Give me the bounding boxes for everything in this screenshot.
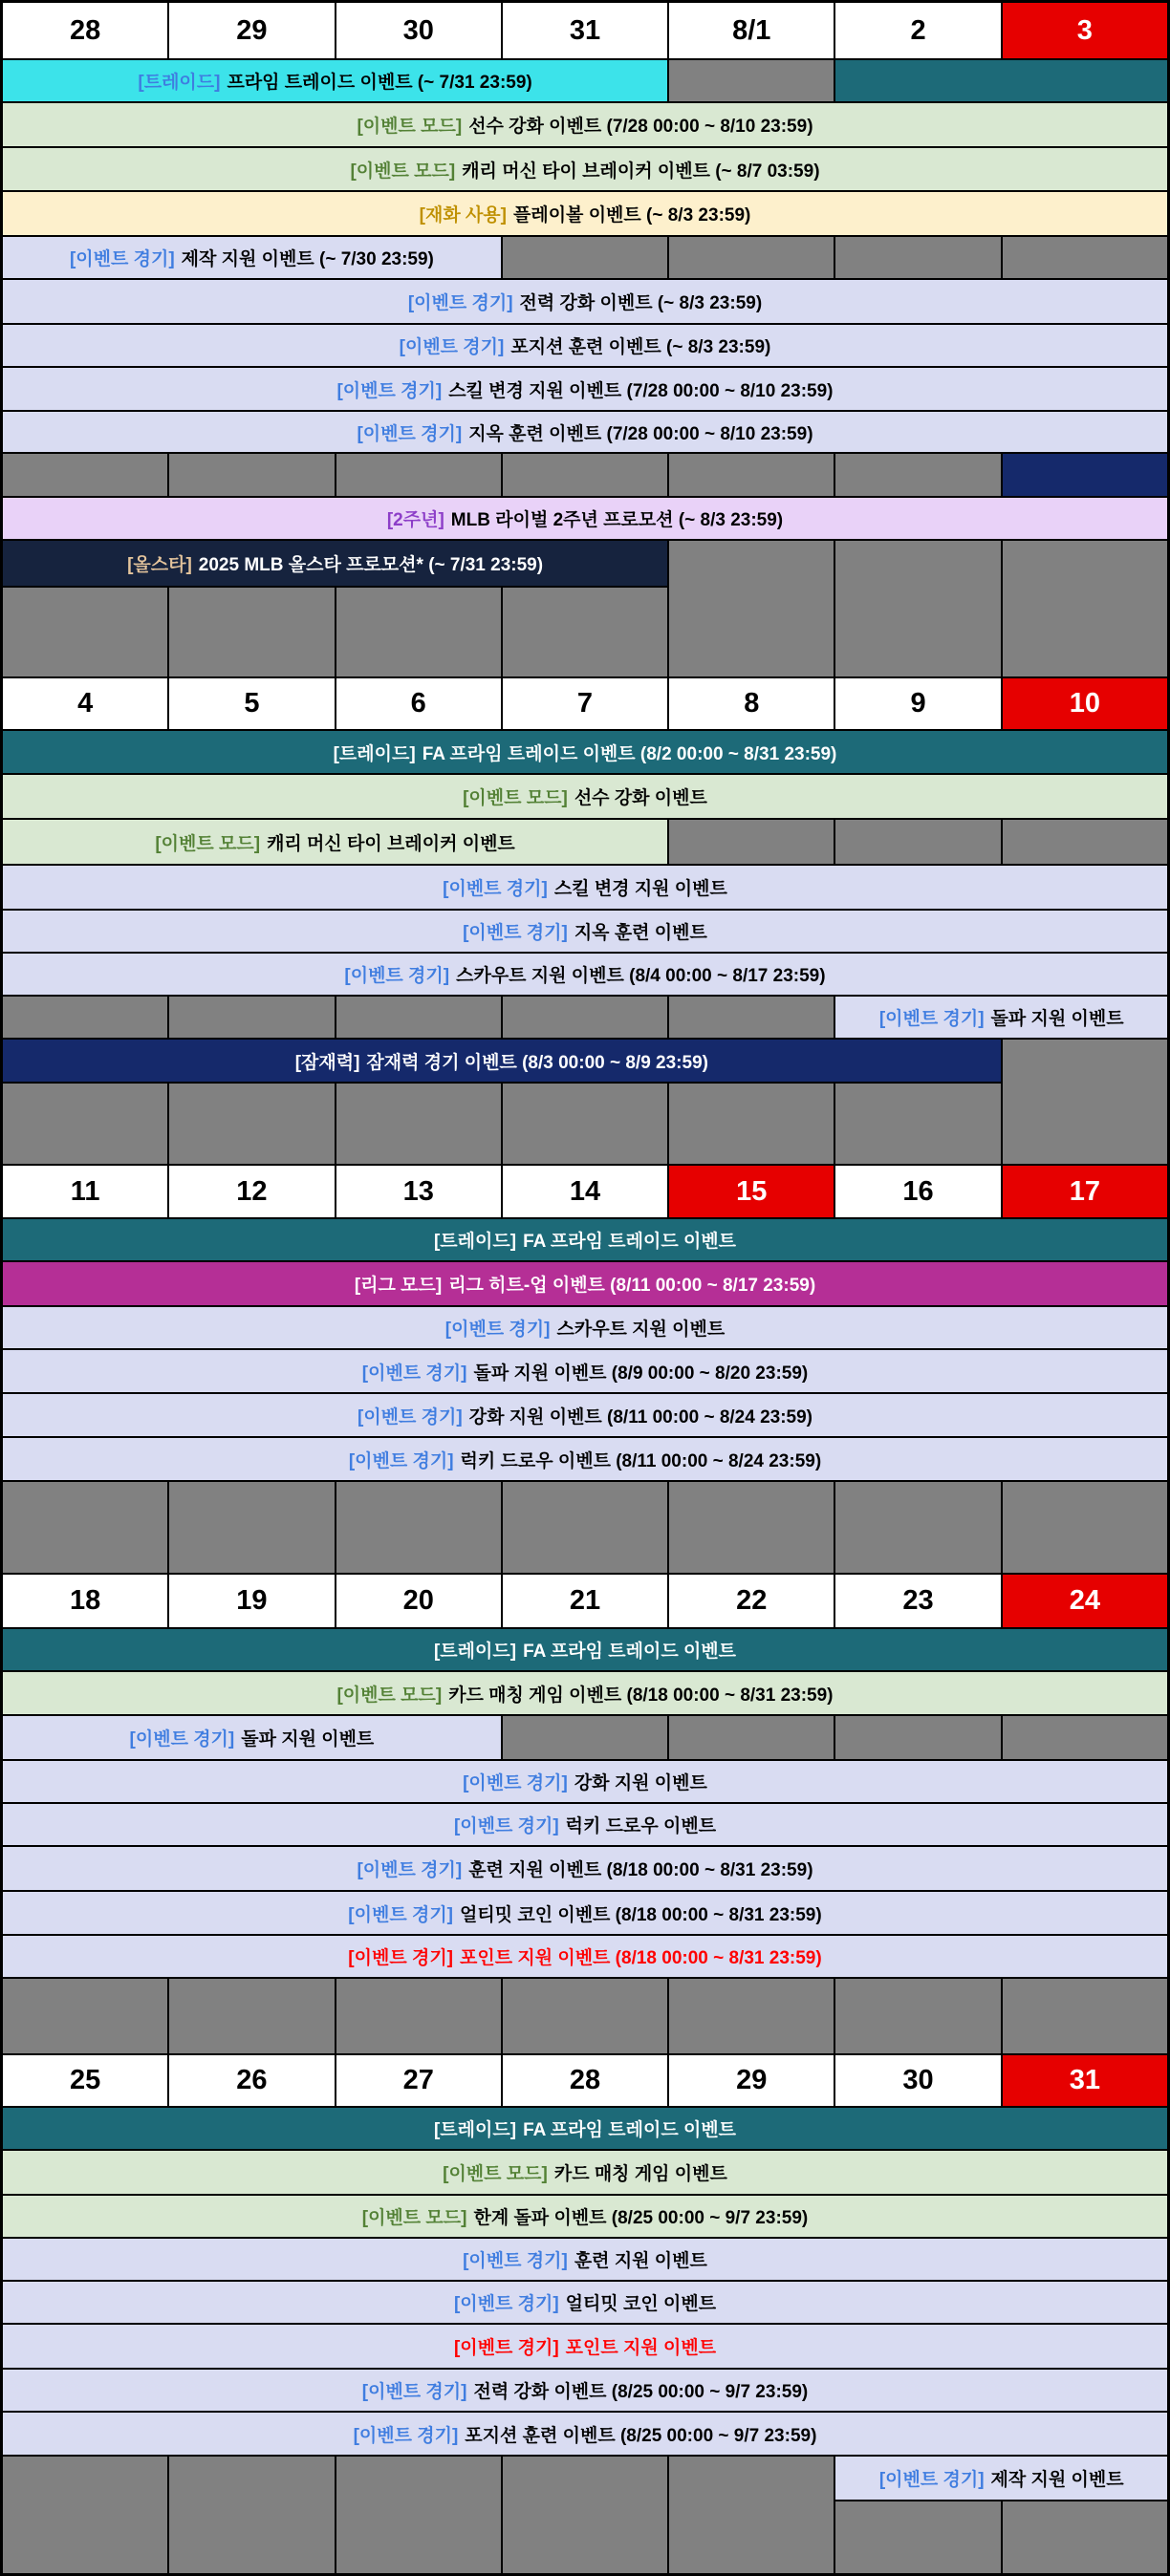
date-cell: [669, 1575, 834, 1627]
filler-cell: [835, 541, 1000, 676]
filler-cell: [669, 541, 834, 676]
filler-cell: [169, 454, 334, 496]
date-label: 25: [70, 2065, 101, 2095]
event-bar: [3, 237, 501, 278]
date-label: 13: [402, 1175, 434, 1207]
event-category-tag: [올스타]: [127, 555, 192, 575]
date-label: 14: [569, 1175, 601, 1207]
date-cell: [503, 3, 667, 58]
filler-cell: [336, 1084, 501, 1164]
filler-cell: [669, 237, 834, 278]
date-label: 8: [744, 688, 760, 719]
date-cell: [669, 3, 834, 58]
event-label: 포인트 지원 이벤트: [565, 2338, 717, 2358]
event-bar: [3, 866, 1167, 909]
event-label: 돌파 지원 이벤트: [990, 1009, 1124, 1029]
event-bar: [3, 325, 1167, 366]
event-category-tag: [이벤트 경기]: [443, 879, 548, 899]
event-category-tag: [이벤트 모드]: [361, 2208, 467, 2228]
filler-cell: [1003, 454, 1167, 496]
filler-cell: [336, 454, 501, 496]
event-category-tag: [이벤트 경기]: [453, 2294, 559, 2314]
event-category-tag: [리그 모드]: [354, 1276, 443, 1296]
date-cell: [503, 1166, 667, 1217]
date-cell: [503, 678, 667, 729]
event-label: 훈련 지원 이벤트 (8/18 00:00 ~ 8/31 23:59): [468, 1860, 813, 1880]
event-bar: [3, 2370, 1167, 2411]
filler-cell: [169, 1482, 334, 1573]
filler-cell: [669, 1482, 834, 1573]
filler-cell: [3, 2457, 167, 2573]
date-label: 5: [244, 688, 260, 719]
filler-cell: [169, 2457, 334, 2573]
filler-cell: [669, 2457, 834, 2573]
event-bar: [3, 368, 1167, 410]
date-label: 29: [236, 14, 268, 46]
date-label: 18: [70, 1585, 101, 1616]
filler-cell: [3, 1084, 167, 1164]
event-bar: [3, 1892, 1167, 1934]
filler-cell: [503, 2457, 667, 2573]
event-label: 카드 매칭 게임 이벤트 (8/18 00:00 ~ 8/31 23:59): [448, 1685, 834, 1706]
event-category-tag: [이벤트 경기]: [878, 1009, 985, 1029]
event-category-tag: [이벤트 경기]: [357, 423, 463, 444]
event-label: 전력 강화 이벤트 (8/25 00:00 ~ 9/7 23:59): [473, 2382, 809, 2402]
filler-cell: [503, 1716, 667, 1759]
event-bar: [3, 2413, 1167, 2455]
date-label: 31: [1069, 2065, 1100, 2095]
event-label: 한계 돌파 이벤트 (8/25 00:00 ~ 9/7 23:59): [473, 2208, 809, 2228]
event-label: 강화 지원 이벤트 (8/11 00:00 ~ 8/24 23:59): [468, 1406, 812, 1428]
event-category-tag: [이벤트 모드]: [350, 161, 456, 182]
filler-cell: [503, 1084, 667, 1164]
event-bar: [3, 775, 1167, 818]
filler-cell: [503, 1482, 667, 1573]
event-bar: [3, 731, 1167, 773]
event-bar: [3, 1804, 1167, 1845]
event-category-tag: [이벤트 경기]: [444, 1320, 551, 1340]
filler-cell: [669, 1084, 834, 1164]
event-category-tag: [이벤트 경기]: [361, 2382, 467, 2402]
event-label: FA 프라임 트레이드 이벤트 (8/2 00:00 ~ 8/31 23:59): [422, 743, 837, 764]
event-bar: [3, 541, 667, 586]
filler-cell: [169, 1084, 334, 1164]
date-cell: [169, 2055, 334, 2106]
event-label: 럭키 드로우 이벤트: [565, 1816, 717, 1836]
filler-cell: [1003, 1482, 1167, 1573]
event-bar: [3, 2282, 1167, 2323]
event-label: MLB 라이벌 2주년 프로모션 (~ 8/3 23:59): [450, 510, 784, 530]
filler-cell: [169, 997, 334, 1038]
filler-cell: [169, 1979, 334, 2053]
filler-cell: [835, 820, 1000, 864]
event-category-tag: [이벤트 경기]: [358, 1406, 463, 1428]
date-cell: [336, 1575, 501, 1627]
event-category-tag: [이벤트 경기]: [878, 2470, 985, 2490]
event-category-tag: [트레이드]: [138, 73, 221, 93]
filler-cell: [503, 588, 667, 676]
event-label: 스카우트 지원 이벤트: [556, 1320, 726, 1340]
date-cell: [669, 2055, 834, 2106]
event-category-tag: [이벤트 경기]: [453, 2338, 559, 2358]
event-category-tag: [이벤트 모드]: [155, 833, 261, 854]
event-bar: [3, 1262, 1167, 1305]
event-category-tag: [이벤트 경기]: [348, 1450, 454, 1471]
filler-cell: [336, 1979, 501, 2053]
date-cell: [3, 1166, 167, 1217]
event-category-tag: [이벤트 경기]: [348, 1948, 454, 1968]
filler-cell: [669, 454, 834, 496]
event-label: 얼티밋 코인 이벤트: [565, 2294, 717, 2314]
filler-cell: [835, 454, 1000, 496]
date-label: 20: [402, 1585, 434, 1616]
date-cell: [669, 678, 834, 729]
date-cell: [503, 1575, 667, 1627]
event-label: 훈련 지원 이벤트: [574, 2251, 707, 2271]
event-label: 잠재력 경기 이벤트 (8/3 00:00 ~ 8/9 23:59): [366, 1052, 708, 1073]
date-cell: [169, 1575, 334, 1627]
event-label: 제작 지원 이벤트 (~ 7/30 23:59): [181, 249, 434, 269]
event-bar: [3, 1672, 1167, 1714]
event-bar: [3, 1219, 1167, 1260]
date-label: 16: [902, 1175, 934, 1207]
event-category-tag: [잠재력]: [294, 1052, 360, 1073]
event-category-tag: [이벤트 경기]: [453, 1816, 559, 1836]
event-category-tag: [재화 사용]: [419, 205, 507, 225]
filler-cell: [1003, 237, 1167, 278]
event-label: FA 프라임 트레이드 이벤트: [523, 1232, 737, 1252]
event-label: 카드 매칭 게임 이벤트: [553, 2164, 727, 2184]
event-category-tag: [이벤트 모드]: [357, 117, 463, 137]
date-cell-holiday: [1003, 1166, 1167, 1217]
date-label: 22: [736, 1585, 768, 1616]
event-bar: [3, 60, 667, 101]
filler-cell: [503, 1979, 667, 2053]
filler-cell: [503, 237, 667, 278]
filler-cell: [336, 2457, 501, 2573]
date-label: 19: [236, 1585, 268, 1616]
event-label: FA 프라임 트레이드 이벤트: [523, 1642, 737, 1662]
event-bar: [3, 103, 1167, 146]
event-label: 포지션 훈련 이벤트 (~ 8/3 23:59): [510, 337, 771, 357]
filler-cell: [835, 1482, 1000, 1573]
event-bar: [3, 498, 1167, 539]
event-bar: [3, 1847, 1167, 1890]
filler-cell: [1003, 1040, 1167, 1164]
date-label: 28: [569, 2065, 601, 2095]
event-bar: [3, 1438, 1167, 1480]
event-bar: [3, 1350, 1167, 1392]
event-bar: [3, 1394, 1167, 1436]
filler-cell: [3, 454, 167, 496]
filler-cell: [669, 997, 834, 1038]
event-label: 전력 강화 이벤트 (~ 8/3 23:59): [519, 293, 763, 313]
filler-cell: [336, 1482, 501, 1573]
date-label: 28: [70, 14, 101, 46]
event-category-tag: [트레이드]: [433, 1642, 517, 1662]
date-cell: [336, 3, 501, 58]
event-category-tag: [이벤트 모드]: [463, 788, 568, 808]
event-bar: [3, 2151, 1167, 2194]
filler-cell: [1003, 1979, 1167, 2053]
date-label: 4: [77, 688, 94, 719]
event-label: 지옥 훈련 이벤트: [574, 923, 707, 943]
event-bar: [3, 280, 1167, 323]
date-cell: [3, 678, 167, 729]
date-cell: [835, 1575, 1000, 1627]
event-bar: [3, 1040, 1001, 1082]
event-bar: [835, 997, 1167, 1038]
filler-cell: [1003, 2501, 1167, 2573]
event-label: 얼티밋 코인 이벤트 (8/18 00:00 ~ 8/31 23:59): [460, 1904, 822, 1925]
event-bar: [3, 2108, 1167, 2149]
filler-cell: [503, 454, 667, 496]
filler-cell: [835, 1084, 1000, 1164]
date-cell: [3, 2055, 167, 2106]
event-category-tag: [이벤트 모드]: [336, 1685, 443, 1706]
event-label: 포지션 훈련 이벤트 (8/25 00:00 ~ 9/7 23:59): [465, 2425, 817, 2446]
filler-cell: [835, 1716, 1000, 1759]
event-bar: [3, 2196, 1167, 2237]
date-cell: [336, 1166, 501, 1217]
filler-cell: [669, 1716, 834, 1759]
date-label: 30: [902, 2065, 934, 2095]
event-category-tag: [이벤트 경기]: [399, 337, 505, 357]
filler-cell: [835, 60, 1167, 101]
event-bar: [3, 954, 1167, 995]
date-cell: [835, 678, 1000, 729]
date-label: 31: [569, 14, 601, 46]
date-label: 8/1: [732, 14, 771, 46]
filler-cell: [3, 1482, 167, 1573]
filler-cell: [1003, 541, 1167, 676]
filler-cell: [336, 588, 501, 676]
filler-cell: [3, 997, 167, 1038]
event-label: 캐리 머신 타이 브레이커 이벤트: [267, 833, 515, 854]
event-label: 스킬 변경 지원 이벤트: [553, 879, 727, 899]
event-label: 강화 지원 이벤트: [574, 1773, 707, 1793]
event-label: 캐리 머신 타이 브레이커 이벤트 (~ 8/7 03:59): [462, 161, 820, 182]
event-bar: [3, 148, 1167, 190]
date-label: 9: [910, 688, 926, 719]
filler-cell: [3, 1979, 167, 2053]
date-label: 2: [910, 14, 926, 46]
filler-cell: [669, 1979, 834, 2053]
event-category-tag: [이벤트 경기]: [407, 293, 513, 313]
event-category-tag: [이벤트 경기]: [361, 1363, 467, 1384]
event-bar: [3, 192, 1167, 235]
event-category-tag: [이벤트 경기]: [463, 923, 568, 943]
event-label: 플레이볼 이벤트 (~ 8/3 23:59): [513, 205, 751, 225]
filler-cell: [1003, 1716, 1167, 1759]
event-bar: [3, 820, 667, 864]
date-cell: [835, 2055, 1000, 2106]
event-label: 리그 히트-업 이벤트 (8/11 00:00 ~ 8/17 23:59): [448, 1276, 816, 1296]
event-label: 돌파 지원 이벤트: [241, 1729, 375, 1750]
date-cell: [835, 3, 1000, 58]
event-label: 스킬 변경 지원 이벤트 (7/28 00:00 ~ 8/10 23:59): [448, 380, 834, 401]
event-bar: [3, 1307, 1167, 1348]
date-label: 29: [736, 2065, 768, 2095]
filler-cell: [336, 997, 501, 1038]
event-label: 돌파 지원 이벤트 (8/9 00:00 ~ 8/20 23:59): [473, 1363, 809, 1384]
date-cell: [336, 678, 501, 729]
event-bar: [3, 2239, 1167, 2280]
date-cell: [3, 3, 167, 58]
filler-cell: [1003, 820, 1167, 864]
event-bar: [3, 911, 1167, 952]
date-label: 7: [576, 688, 594, 719]
event-bar: [835, 2457, 1167, 2500]
event-category-tag: [이벤트 경기]: [336, 380, 443, 401]
event-label: 선수 강화 이벤트: [574, 788, 707, 808]
event-label: 프라임 트레이드 이벤트 (~ 7/31 23:59): [227, 73, 532, 93]
event-category-tag: [2주년]: [386, 510, 444, 530]
date-label: 23: [902, 1585, 934, 1616]
date-label: 15: [736, 1175, 768, 1207]
date-cell: [169, 3, 334, 58]
event-label: 선수 강화 이벤트 (7/28 00:00 ~ 8/10 23:59): [468, 117, 813, 137]
event-label: FA 프라임 트레이드 이벤트: [523, 2120, 737, 2140]
event-label: 2025 MLB 올스타 프로모션* (~ 7/31 23:59): [198, 555, 544, 575]
event-category-tag: [이벤트 경기]: [344, 966, 450, 986]
filler-cell: [3, 588, 167, 676]
event-category-tag: [이벤트 경기]: [348, 1904, 454, 1925]
date-cell: [835, 1166, 1000, 1217]
event-bar: [3, 1936, 1167, 1977]
date-label: 3: [1076, 14, 1093, 46]
date-cell: [3, 1575, 167, 1627]
date-label: 21: [569, 1585, 601, 1616]
event-label: 포인트 지원 이벤트 (8/18 00:00 ~ 8/31 23:59): [460, 1948, 822, 1968]
event-label: 스카우트 지원 이벤트 (8/4 00:00 ~ 8/17 23:59): [456, 966, 826, 986]
date-cell-holiday: [1003, 2055, 1167, 2106]
event-label: 제작 지원 이벤트: [990, 2470, 1124, 2490]
date-label: 11: [70, 1175, 100, 1207]
filler-cell: [169, 588, 334, 676]
date-cell: [169, 678, 334, 729]
event-category-tag: [트레이드]: [433, 2120, 517, 2140]
date-label: 6: [410, 688, 426, 719]
event-label: 지옥 훈련 이벤트 (7/28 00:00 ~ 8/10 23:59): [468, 423, 813, 444]
date-label: 24: [1069, 1585, 1100, 1616]
filler-cell: [835, 2501, 1000, 2573]
event-bar: [3, 412, 1167, 452]
filler-cell: [835, 1979, 1000, 2053]
date-cell: [336, 2055, 501, 2106]
event-category-tag: [이벤트 경기]: [69, 249, 175, 269]
date-cell-holiday: [669, 1166, 834, 1217]
date-label: 12: [236, 1175, 268, 1207]
date-label: 30: [402, 14, 434, 46]
date-cell-holiday: [1003, 1575, 1167, 1627]
event-bar: [3, 1629, 1167, 1670]
date-cell-holiday: [1003, 3, 1167, 58]
event-category-tag: [트레이드]: [433, 1232, 517, 1252]
event-bar: [3, 1761, 1167, 1802]
date-label: 27: [402, 2065, 434, 2095]
event-category-tag: [이벤트 경기]: [353, 2425, 459, 2446]
event-label: 럭키 드로우 이벤트 (8/11 00:00 ~ 8/24 23:59): [460, 1450, 822, 1471]
event-category-tag: [이벤트 경기]: [463, 1773, 568, 1793]
date-cell: [503, 2055, 667, 2106]
filler-cell: [503, 997, 667, 1038]
event-category-tag: [트레이드]: [333, 743, 416, 764]
date-cell: [169, 1166, 334, 1217]
date-label: 10: [1069, 688, 1100, 719]
date-cell-holiday: [1003, 678, 1167, 729]
filler-cell: [669, 60, 834, 101]
filler-cell: [835, 237, 1000, 278]
event-category-tag: [이벤트 모드]: [443, 2164, 548, 2184]
date-label: 26: [236, 2065, 268, 2095]
event-category-tag: [이벤트 경기]: [463, 2251, 568, 2271]
filler-cell: [669, 820, 834, 864]
event-category-tag: [이벤트 경기]: [129, 1729, 235, 1750]
date-label: 17: [1069, 1175, 1100, 1207]
event-category-tag: [이벤트 경기]: [357, 1860, 463, 1880]
event-bar: [3, 1716, 501, 1759]
event-bar: [3, 2325, 1167, 2368]
